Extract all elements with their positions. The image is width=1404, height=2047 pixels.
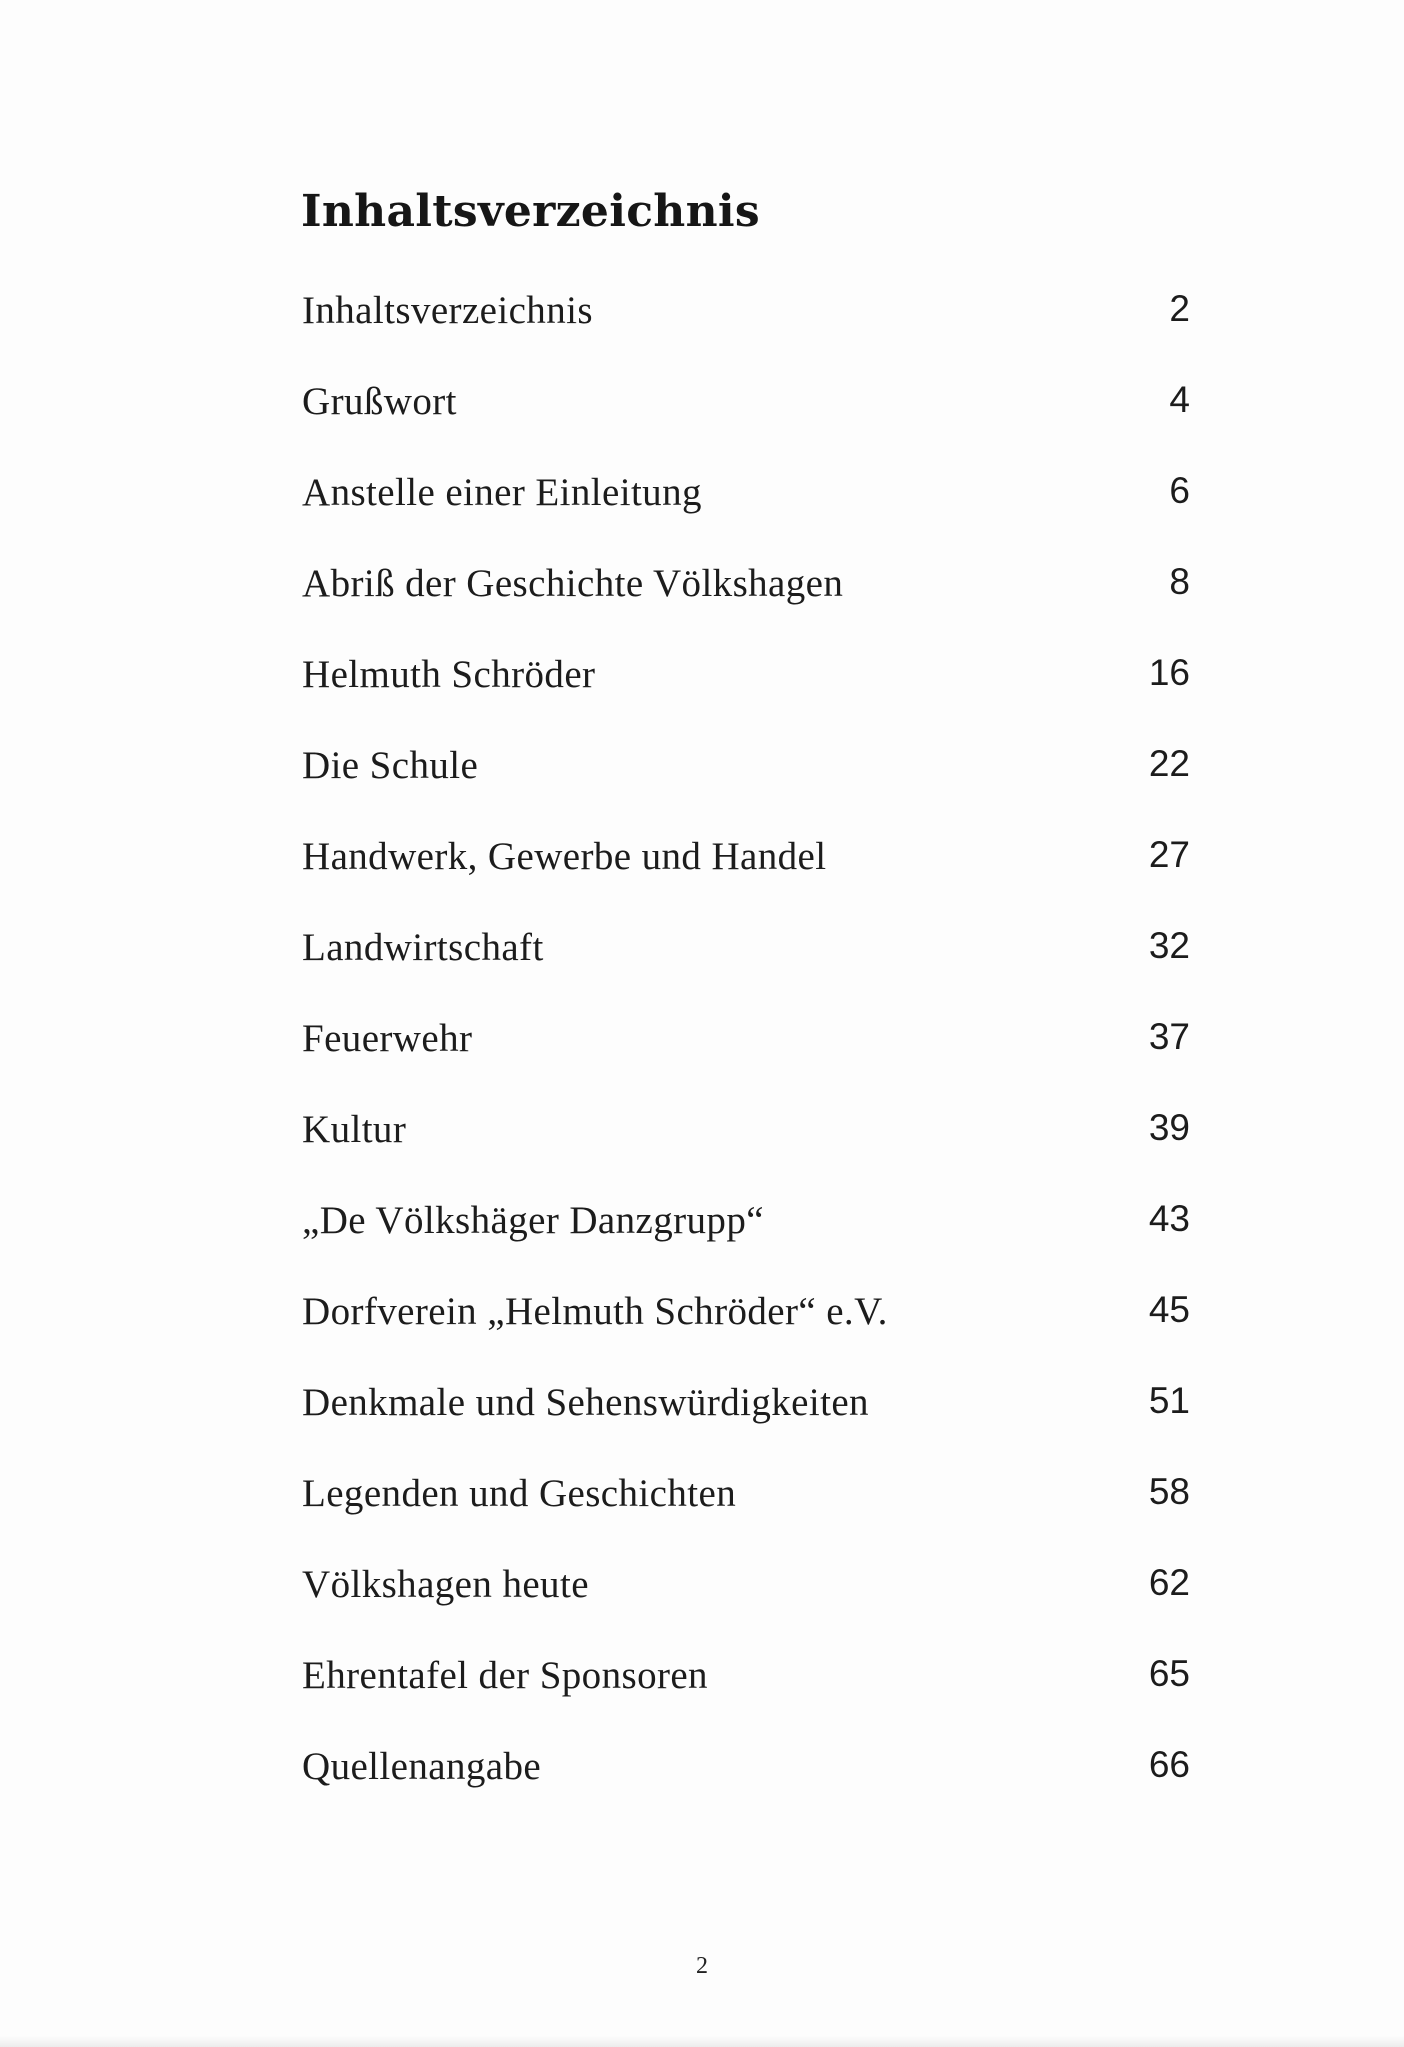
toc-entry-page: 32 bbox=[1148, 925, 1190, 966]
toc-entry-page: 2 bbox=[1169, 288, 1190, 329]
toc-entry-page: 65 bbox=[1148, 1653, 1190, 1694]
toc-entry bbox=[0, 1284, 1404, 1340]
toc-entry-title: „De Völkshäger Danzgrupp“ bbox=[302, 1199, 764, 1242]
toc-entry-title: Ehrentafel der Sponsoren bbox=[302, 1654, 708, 1697]
toc-entry bbox=[0, 1557, 1404, 1613]
toc-entry-page: 37 bbox=[1148, 1016, 1190, 1057]
toc-entry-page: 51 bbox=[1148, 1380, 1190, 1421]
page-number: 2 bbox=[696, 1953, 708, 1979]
toc-entry bbox=[0, 1011, 1404, 1067]
toc-entry bbox=[0, 1193, 1404, 1249]
toc-entry-title: Denkmale und Sehenswürdigkeiten bbox=[302, 1381, 869, 1424]
toc-entry bbox=[0, 829, 1404, 885]
toc-entry-page: 4 bbox=[1169, 379, 1190, 420]
toc-entry-page: 27 bbox=[1148, 834, 1190, 875]
toc-entry-page: 16 bbox=[1148, 652, 1190, 693]
toc-entry-title: Anstelle einer Einleitung bbox=[302, 471, 702, 514]
toc-entry-title: Legenden und Geschichten bbox=[302, 1472, 737, 1515]
toc-entry-page: 39 bbox=[1148, 1107, 1190, 1148]
toc-entry-title: Inhaltsverzeichnis bbox=[302, 289, 593, 332]
toc-entry-page: 62 bbox=[1148, 1562, 1190, 1603]
toc-entry bbox=[0, 738, 1404, 794]
scan-edge-divider bbox=[0, 2036, 1404, 2047]
toc-entry bbox=[0, 920, 1404, 976]
toc-entry-title: Völkshagen heute bbox=[302, 1563, 589, 1606]
toc-entry-page: 22 bbox=[1148, 743, 1190, 784]
toc-entry-page: 58 bbox=[1148, 1471, 1190, 1512]
toc-entry-page: 66 bbox=[1148, 1744, 1190, 1785]
toc-entry bbox=[0, 1466, 1404, 1522]
toc-entry bbox=[0, 1375, 1404, 1431]
toc-entry bbox=[0, 647, 1404, 703]
toc-entry-title: Kultur bbox=[302, 1108, 407, 1151]
toc-entry-title: Abriß der Geschichte Völkshagen bbox=[302, 562, 844, 605]
toc-entry-page: 45 bbox=[1148, 1289, 1190, 1330]
toc-entry bbox=[0, 1648, 1404, 1704]
toc-entry bbox=[0, 283, 1404, 339]
toc-entry-page: 43 bbox=[1148, 1198, 1190, 1239]
toc-entry-title: Quellenangabe bbox=[302, 1745, 542, 1788]
toc-entry-title: Dorfverein „Helmuth Schröder“ e.V. bbox=[302, 1290, 888, 1333]
toc-entry-title: Landwirtschaft bbox=[302, 926, 544, 969]
toc-entry bbox=[0, 1739, 1404, 1795]
toc-entry bbox=[0, 374, 1404, 430]
toc-entry-title: Grußwort bbox=[302, 380, 457, 423]
toc-entry-title: Feuerwehr bbox=[302, 1017, 473, 1060]
toc-entry bbox=[0, 465, 1404, 521]
toc-entry bbox=[0, 556, 1404, 612]
toc-entry-title: Helmuth Schröder bbox=[302, 653, 596, 696]
toc-entry-page: 8 bbox=[1169, 561, 1190, 602]
page-title: Inhaltsverzeichnis bbox=[301, 186, 760, 237]
toc-entry-page: 6 bbox=[1169, 470, 1190, 511]
toc-entry bbox=[0, 1102, 1404, 1158]
toc-entry-title: Handwerk, Gewerbe und Handel bbox=[302, 835, 827, 878]
toc-entry-title: Die Schule bbox=[302, 744, 479, 787]
